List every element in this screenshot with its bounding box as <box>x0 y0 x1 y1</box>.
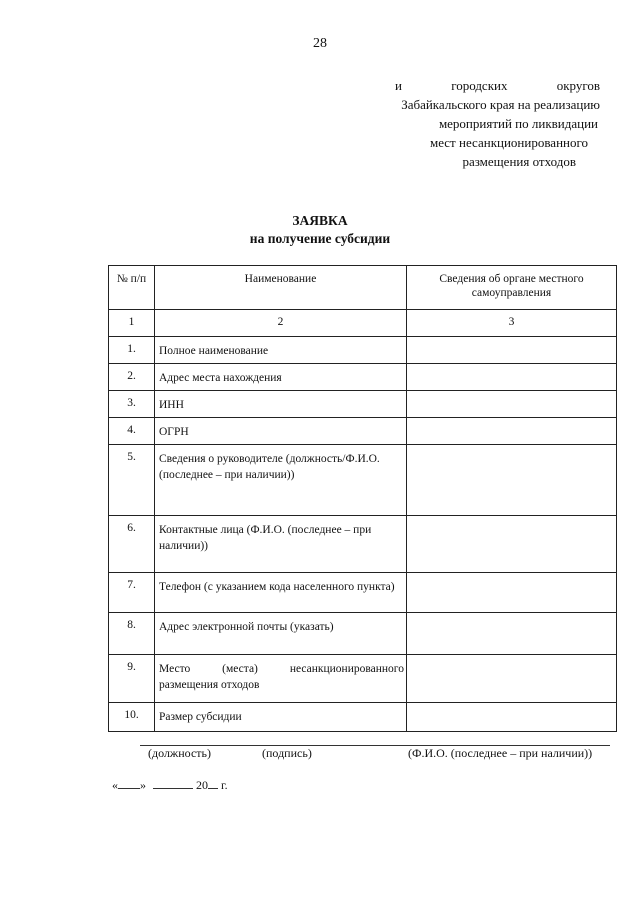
header-word: и <box>395 78 402 93</box>
header-line-1 <box>370 76 600 95</box>
table-row <box>109 516 617 573</box>
row-value-cell[interactable] <box>407 445 617 516</box>
table-row <box>109 337 617 364</box>
document-title: ЗАЯВКА <box>292 213 348 228</box>
index-cell: 1 <box>109 310 155 337</box>
header-line-2: Забайкальского края на реализацию <box>401 97 600 112</box>
date-day-blank[interactable] <box>118 778 140 789</box>
date-year-blank[interactable] <box>208 778 218 789</box>
table-header-row <box>109 266 617 310</box>
document-subtitle: на получение субсидии <box>249 231 391 246</box>
header-cell-info: Сведения об органе местного самоуправления <box>407 266 617 310</box>
row-name: Сведения о руководителе (должность/Ф.И.О.(последнее – при наличии)) <box>155 445 407 516</box>
table-row <box>109 418 617 445</box>
date-month-blank[interactable] <box>153 778 193 789</box>
row-name: ИНН <box>155 391 407 418</box>
signature-name-label: (Ф.И.О. (последнее – при наличии)) <box>408 746 593 760</box>
header-line-3: мероприятий по ликвидации <box>438 116 598 131</box>
row-value-cell[interactable] <box>407 573 617 613</box>
date-year-prefix: 20 <box>196 778 208 792</box>
row-number: 6. <box>109 516 155 573</box>
row-value-cell[interactable] <box>407 655 617 703</box>
table-row <box>109 655 617 703</box>
document-title-block <box>0 212 640 248</box>
page-number: 28 <box>313 36 327 51</box>
row-number: 5. <box>109 445 155 516</box>
row-name: Адрес места нахождения <box>155 364 407 391</box>
header-word: городских <box>451 78 508 93</box>
signature-sign-label: (подпись) <box>262 746 312 760</box>
header-line-5: размещения отходов <box>462 154 576 169</box>
date-year-suffix: г. <box>221 778 228 792</box>
table-row <box>109 391 617 418</box>
row-number: 8. <box>109 613 155 655</box>
signature-position-label: (должность) <box>148 746 211 760</box>
header-cell-name: Наименование <box>155 266 407 310</box>
row-name: Адрес электронной почты (указать) <box>155 613 407 655</box>
table-row <box>109 364 617 391</box>
row-value-cell[interactable] <box>407 613 617 655</box>
row-name: Место (места) несанкционированного размещения отходов <box>155 655 407 703</box>
row-number: 10. <box>109 703 155 732</box>
row-name: Телефон (с указанием кода населенного пункта) <box>155 573 407 613</box>
row-value-cell[interactable] <box>407 703 617 732</box>
header-line-4: мест несанкционированного <box>429 135 588 150</box>
row-value-cell[interactable] <box>407 516 617 573</box>
document-header-block <box>370 76 600 171</box>
table-row <box>109 445 617 516</box>
application-table <box>108 265 617 732</box>
row-value-cell[interactable] <box>407 364 617 391</box>
index-cell: 3 <box>407 310 617 337</box>
row-value-cell[interactable] <box>407 337 617 364</box>
table-row <box>109 573 617 613</box>
row-value-cell[interactable] <box>407 391 617 418</box>
header-cell-number: № п/п <box>109 266 155 310</box>
row-name: ОГРН <box>155 418 407 445</box>
row-value-cell[interactable] <box>407 418 617 445</box>
date-close-quote: » <box>140 778 146 792</box>
header-word: округов <box>556 78 600 93</box>
row-number: 4. <box>109 418 155 445</box>
row-number: 1. <box>109 337 155 364</box>
column-index-row <box>109 310 617 337</box>
row-name: Размер субсидии <box>155 703 407 732</box>
row-number: 9. <box>109 655 155 703</box>
row-name: Полное наименование <box>155 337 407 364</box>
row-number: 2. <box>109 364 155 391</box>
date-line <box>112 778 228 793</box>
date-open-quote: « <box>112 778 118 792</box>
row-name: Контактные лица (Ф.И.О. (последнее – при наличии)) <box>155 516 407 573</box>
index-cell: 2 <box>155 310 407 337</box>
table-row <box>109 703 617 732</box>
row-number: 3. <box>109 391 155 418</box>
table-row <box>109 613 617 655</box>
row-number: 7. <box>109 573 155 613</box>
